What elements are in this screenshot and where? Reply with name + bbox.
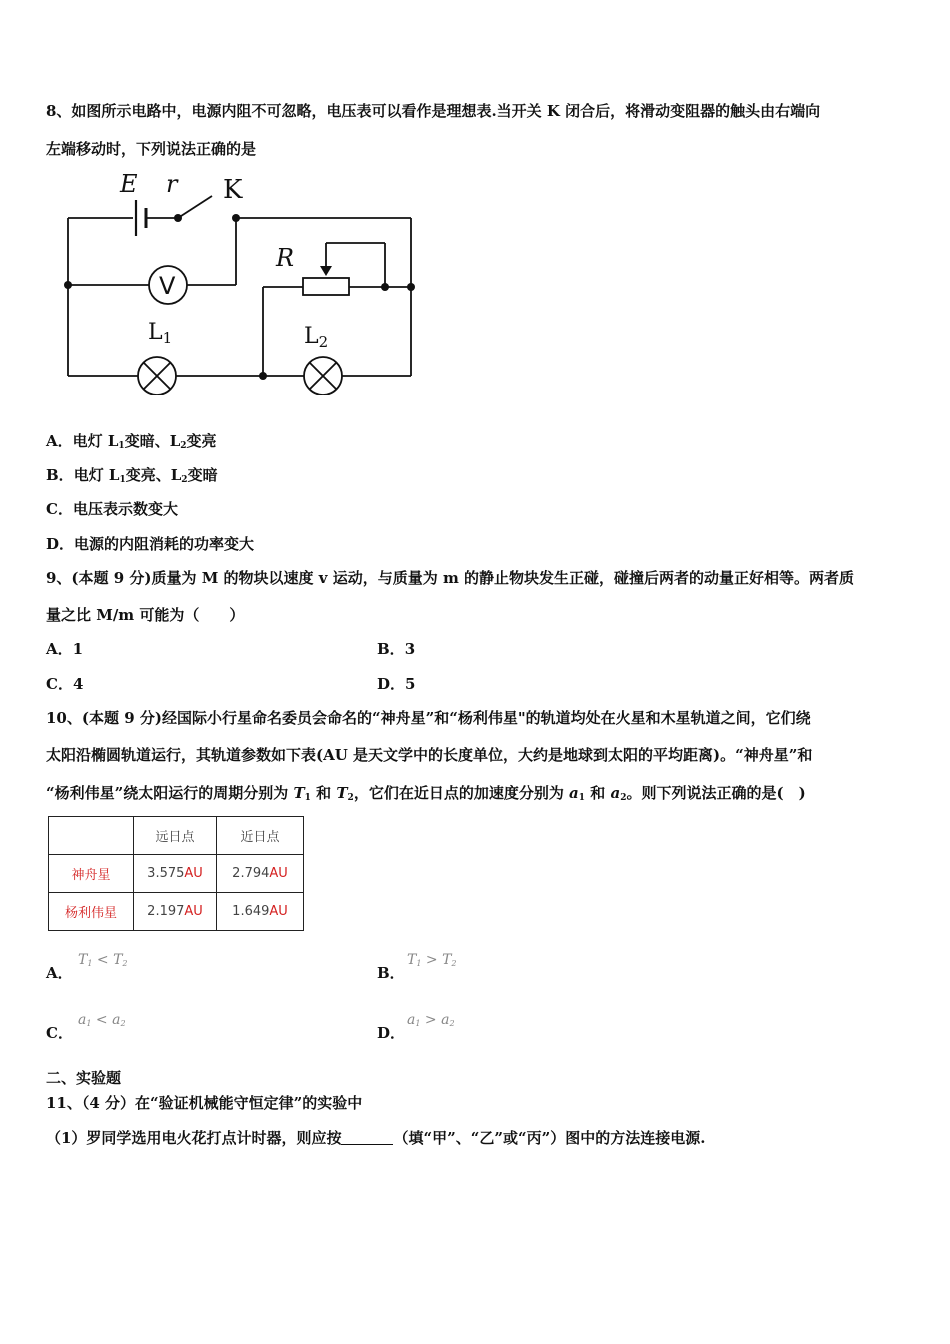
q10-stem-line3: “杨利伟星”绕太阳运行的周期分别为 $T_1$ 和 $T_2$，它们在近日点的加速度分别为 $a_1$ 和 $a_2$。则下列说法正确的是( ): [46, 784, 806, 803]
label-e: E: [120, 170, 138, 198]
table-cell-far: 3.575AU: [134, 855, 217, 893]
q8-option-b[interactable]: B．电灯 $L_1$变亮、$L_2$变暗: [46, 466, 218, 485]
q10-option-b-letter[interactable]: B．: [377, 964, 405, 982]
circuit-diagram: [50, 170, 430, 395]
q9-stem-line2: 量之比 M/m 可能为（ ）: [46, 606, 245, 624]
q9-option-a[interactable]: A．1: [46, 640, 84, 658]
q8-stem-line2: 左端移动时，下列说法正确的是: [46, 140, 257, 158]
q10-stem-line2: 太阳沿椭圆轨道运行，其轨道参数如下表(AU 是天文学中的长度单位，大约是地球到太阳的平均距离)。“神舟星”和: [46, 746, 813, 764]
table-cell-near: 1.649AU: [217, 893, 304, 931]
q9-option-c[interactable]: C．4: [46, 675, 84, 693]
q10-option-a-formula[interactable]: $T_1 < T_2$: [78, 952, 128, 968]
slider-arrow: [320, 266, 332, 276]
label-rheostat-r: R: [276, 244, 295, 272]
label-l2: L2: [304, 324, 329, 351]
q10-stem-line1: 10、(本题 9 分)经国际小行星命名委员会命名的“神舟星”和“杨利伟星"的轨道均处在火星和木星轨道之间，它们绕: [46, 709, 811, 727]
label-v: V: [159, 272, 176, 300]
q8-option-d[interactable]: D．电源的内阻消耗的功率变大: [46, 535, 255, 553]
switch-contact: [232, 214, 240, 222]
switch-pivot: [174, 214, 182, 222]
table-cell-far: 2.197AU: [134, 893, 217, 931]
q11-part1: （1）罗同学选用电火花打点计时器，则应按 （填“甲”、“乙”或“丙”）图中的方法连接电源.: [46, 1129, 706, 1147]
answer-blank[interactable]: [341, 1130, 393, 1145]
table-cell-name: 神舟星: [49, 855, 134, 893]
q9-option-d[interactable]: D．5: [377, 675, 416, 693]
q9-option-b[interactable]: B．3: [377, 640, 416, 658]
table-header-cell: [49, 817, 134, 855]
q8-option-a[interactable]: A．电灯 $L_1$变暗、$L_2$变亮: [46, 432, 217, 451]
q10-option-c-letter[interactable]: C．: [46, 1024, 73, 1042]
q10-option-d-letter[interactable]: D．: [377, 1024, 406, 1042]
junction-dot: [407, 283, 415, 291]
q9-stem-line1: 9、(本题 9 分)质量为 M 的物块以速度 v 运动，与质量为 m 的静止物块发生正碰，碰撞后两者的动量正好相等。两者质: [46, 569, 855, 587]
q10-option-d-formula[interactable]: $a_1 > a_2$: [407, 1012, 455, 1028]
table-cell-name: 杨利伟星: [49, 893, 134, 931]
junction-dot: [64, 281, 72, 289]
q11-stem: 11、（4 分）在“验证机械能守恒定律”的实验中: [46, 1094, 363, 1112]
q10-option-a-letter[interactable]: A．: [46, 964, 73, 982]
table-row: [49, 855, 304, 893]
q8-option-c[interactable]: C．电压表示数变大: [46, 500, 178, 518]
table-header-row: [49, 817, 304, 855]
table-header-cell: 远日点: [134, 817, 217, 855]
table-header-cell: 近日点: [217, 817, 304, 855]
table-row: [49, 893, 304, 931]
q10-option-c-formula[interactable]: $a_1 < a_2$: [78, 1012, 126, 1028]
table-cell-near: 2.794AU: [217, 855, 304, 893]
junction-dot: [259, 372, 267, 380]
q10-option-b-formula[interactable]: $T_1 > T_2$: [407, 952, 457, 968]
label-l1: L1: [148, 320, 173, 347]
junction-dot: [381, 283, 389, 291]
orbit-table: [48, 816, 304, 931]
section-title: 二、实验题: [46, 1069, 122, 1087]
q8-stem-line1: 8、如图所示电路中，电源内阻不可忽略，电压表可以看作是理想表.当开关 K 闭合后，将滑动变阻器的触头由右端向: [46, 102, 821, 120]
rheostat-resistor: [303, 278, 349, 295]
label-r: r: [166, 170, 178, 198]
label-k: K: [223, 175, 243, 205]
